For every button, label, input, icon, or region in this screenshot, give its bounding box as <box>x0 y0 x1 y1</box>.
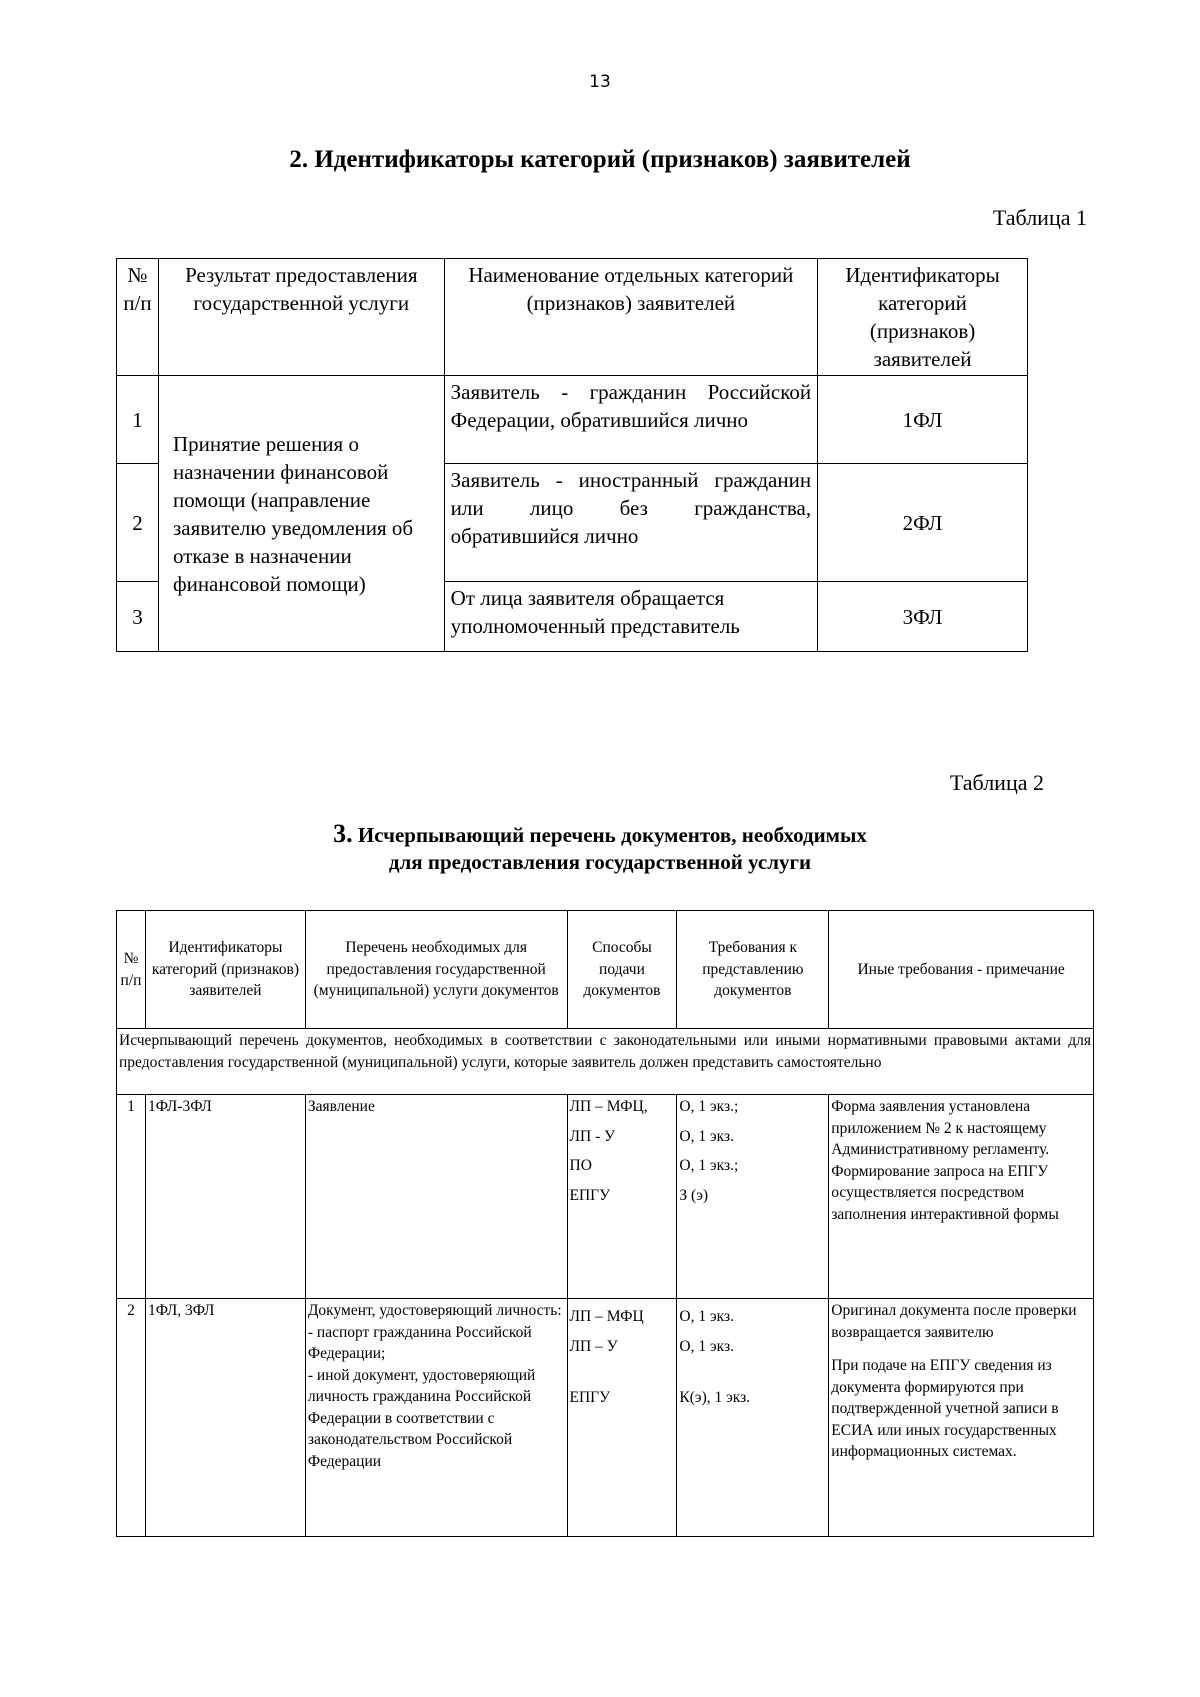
t1-row-num: 3 <box>117 582 159 652</box>
t1-row-id: 2ФЛ <box>818 464 1028 582</box>
method-item: ЕПГУ <box>569 1389 611 1406</box>
t2-header-methods: Способы подачи документов <box>567 911 677 1029</box>
section-3-title-line2: для предоставления государственной услуги <box>388 850 812 874</box>
t2-header-docs: Перечень необходимых для предоставления государственной (муниципальной) услуги документов <box>305 911 567 1029</box>
page-number: 13 <box>589 72 611 92</box>
note-text: Оригинал документа после проверки возвращается заявителю <box>831 1302 1077 1341</box>
method-item: ЛП – МФЦ <box>569 1308 644 1325</box>
t1-header-identifier: Идентификаторы категорий (признаков) заявителей <box>818 259 1028 376</box>
doc-line: Документ, удостоверяющий личность: <box>307 1302 562 1319</box>
t1-row-id: 3ФЛ <box>818 582 1028 652</box>
t1-row-category: Заявитель - иностранный гражданин или лицо без гражданства, обратившийся лично <box>444 464 817 582</box>
t1-row-category: Заявитель - гражданин Российской Федерации, обратившийся лично <box>444 376 817 464</box>
req-item: К(э), 1 экз. <box>679 1389 751 1406</box>
t2-row-notes <box>829 1299 1094 1537</box>
note-text: При подаче на ЕПГУ сведения из документа формируются при подтвержденной учетной записи в ЕСИА или иных государственных информационных системах. <box>831 1357 1059 1460</box>
t2-row-doc <box>305 1299 567 1537</box>
section-3-number: 3. <box>333 819 353 848</box>
table-1 <box>116 258 1028 652</box>
t2-row-num: 2 <box>117 1299 146 1537</box>
method-item: ЛП - У <box>569 1127 616 1145</box>
t2-header-ids: Идентификаторы категорий (признаков) заявителей <box>145 911 305 1029</box>
t1-header-result: Результат предоставления государственной услуги <box>158 259 444 376</box>
section-3-title-line1: Исчерпывающий перечень документов, необходимых <box>357 823 867 847</box>
t2-span-row: Исчерпывающий перечень документов, необходимых в соответствии с законодательными или иными нормативными правовыми актами для предоставления государственной (муниципальной) услуги, которые заявитель должен представить самостоятельно <box>117 1029 1094 1095</box>
doc-line: - иной документ, удостоверяющий личность гражданина Российской Федерации в соответствии с законодательством Российской Федерации <box>307 1366 536 1470</box>
t2-header-notes: Иные требования - примечание <box>829 911 1094 1029</box>
t1-row-category: От лица заявителя обращается уполномоченный представитель <box>444 582 817 652</box>
section-2-title: 2. Идентификаторы категорий (признаков) заявителей <box>289 146 911 173</box>
t2-row-notes: Форма заявления установлена приложением № 2 к настоящему Административному регламенту. Формирование запроса на ЕПГУ осуществляется посредством заполнения интерактивной формы <box>829 1095 1094 1299</box>
t1-row-num: 2 <box>117 464 159 582</box>
t2-row-ids: 1ФЛ-3ФЛ <box>145 1095 305 1299</box>
method-item: ПО <box>569 1157 592 1174</box>
t2-row-methods <box>567 1299 677 1537</box>
t2-row-ids: 1ФЛ, 3ФЛ <box>145 1299 305 1537</box>
req-item: О, 1 экз.; <box>679 1157 739 1174</box>
t2-header-num: № п/п <box>117 911 146 1029</box>
t2-row-methods <box>567 1095 677 1299</box>
section-3-title <box>0 820 1200 876</box>
method-item: ЛП – МФЦ, <box>569 1098 648 1115</box>
t1-row-num: 1 <box>117 376 159 464</box>
t2-row-reqs <box>677 1095 829 1299</box>
req-item: З (э) <box>679 1186 709 1204</box>
t1-header-category: Наименование отдельных категорий (признаков) заявителей <box>444 259 817 376</box>
t2-header-reqs: Требования к представлению документов <box>677 911 829 1029</box>
t1-row-id: 1ФЛ <box>818 376 1028 464</box>
table-1-label: Таблица 1 <box>992 205 1087 230</box>
doc-line: - паспорт гражданина Российской Федерации; <box>307 1323 532 1362</box>
req-item: О, 1 экз. <box>679 1127 734 1145</box>
t2-row-num: 1 <box>117 1095 146 1299</box>
t2-row-reqs <box>677 1299 829 1537</box>
t1-header-num: № п/п <box>117 259 159 376</box>
table-2 <box>116 910 1094 1537</box>
table-2-label: Таблица 2 <box>949 770 1044 795</box>
method-item: ЕПГУ <box>569 1186 611 1204</box>
req-item: О, 1 экз.; <box>679 1098 739 1115</box>
req-item: О, 1 экз. <box>679 1308 734 1325</box>
t1-result-cell: Принятие решения о назначении финансовой помощи (направление заявителю уведомления об отказе в назначении финансовой помощи) <box>158 376 444 652</box>
method-item: ЛП – У <box>569 1337 618 1355</box>
req-item: О, 1 экз. <box>679 1337 734 1355</box>
t2-row-doc: Заявление <box>305 1095 567 1299</box>
